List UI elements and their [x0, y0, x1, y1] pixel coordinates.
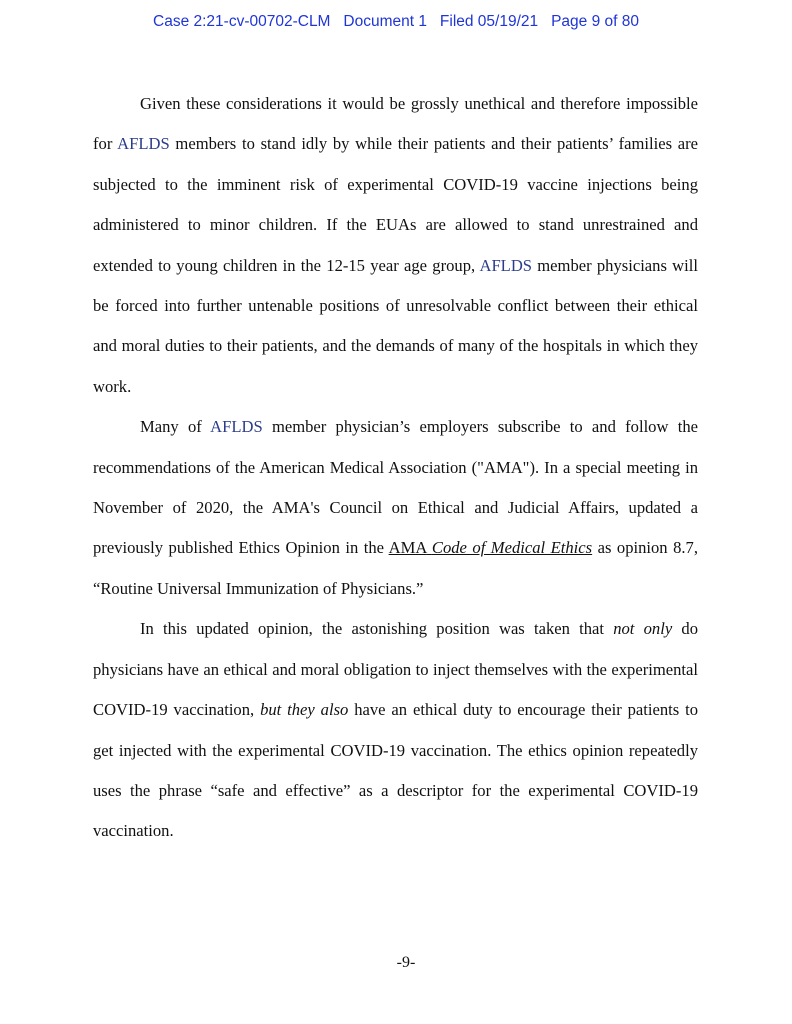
- text: member physician’s employers subscribe to and follow the recommendations of the American Medical Association ("AMA"). In a special meeting in November of 2020, the AMA's Council on Ethical and Judicial Affairs, updated a previously published Ethics Opinion in the: [93, 417, 698, 558]
- ama-abbr: AMA: [388, 538, 427, 558]
- code-title: Code of Medical Ethics: [431, 538, 593, 558]
- aflds-reference: AFLDS: [210, 417, 263, 437]
- text: as opinion 8.7, “Routine Universal Immunization of Physicians.”: [93, 538, 698, 598]
- paragraph-2: [93, 407, 698, 609]
- document-body: [93, 84, 698, 852]
- text: member physicians will be forced into further untenable positions of unresolvable conflict between their ethical and moral duties to their patients, and the demands of many of the hospitals in which they work.: [93, 255, 698, 396]
- page-count: Page 9 of 80: [551, 13, 639, 30]
- page-number: -9-: [396, 954, 416, 971]
- text: members to stand idly by while their patients and their patients’ families are subjected to the imminent risk of experimental COVID-19 vaccine injections being administered to minor children. If the EUAs are allowed to stand unrestrained and extended to young children in the 12-15 year age group,: [93, 134, 698, 275]
- document-number: Document 1: [343, 13, 427, 30]
- aflds-reference: AFLDS: [117, 134, 170, 154]
- paragraph-3: [93, 609, 698, 851]
- case-number: Case 2:21-cv-00702-CLM: [153, 13, 331, 30]
- text: have an ethical duty to encourage their patients to get injected with the experimental COVID-19 vaccination. The ethics opinion repeatedly uses the phrase “safe and effective” as a descriptor for the experimental COVID-19 vaccination.: [93, 700, 698, 841]
- emphasis: but they also: [260, 700, 349, 720]
- filed-date: Filed 05/19/21: [439, 13, 539, 30]
- text: do physicians have an ethical and moral obligation to inject themselves with the experimental COVID-19 vaccination,: [93, 619, 698, 720]
- text: Given these considerations it would be grossly unethical and therefore impossible for: [93, 94, 698, 154]
- ama-citation: [389, 538, 593, 557]
- text: Many of: [140, 417, 211, 437]
- text: In this updated opinion, the astonishing position was taken that: [140, 619, 614, 639]
- aflds-reference: AFLDS: [479, 255, 533, 275]
- paragraph-1: [93, 84, 698, 407]
- emphasis: not only: [613, 619, 673, 639]
- case-header: [0, 13, 792, 31]
